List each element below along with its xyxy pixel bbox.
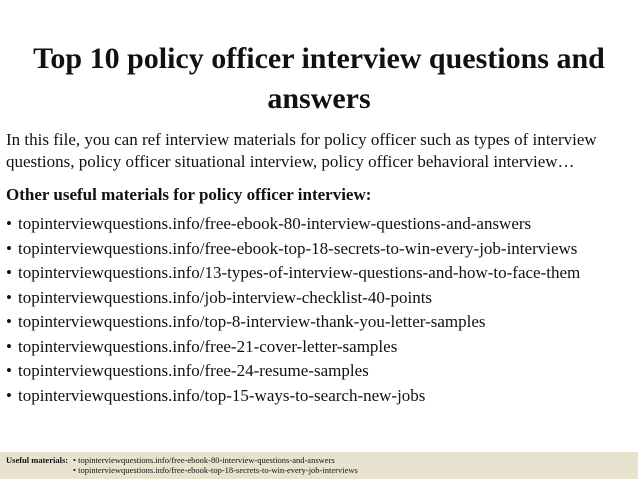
bullet-icon: • [6, 214, 12, 233]
useful-link-item[interactable] [6, 335, 580, 360]
bullet-icon: • [6, 287, 12, 307]
slide-title-line-1: Top 10 policy officer interview questions and [33, 42, 605, 75]
bullet-icon: • [6, 385, 12, 405]
intro-line-1: In this file, you can ref interview materials for policy officer such as types of interview [6, 130, 597, 149]
bullet-icon: • [6, 361, 12, 380]
bullet-icon: • [6, 263, 12, 282]
useful-link-item[interactable] [6, 237, 580, 262]
bullet-icon: • [6, 336, 12, 356]
useful-link-text[interactable]: topinterviewquestions.info/free-ebook-80-interview-questions-and-answers [18, 214, 532, 233]
useful-link-text[interactable]: topinterviewquestions.info/13-types-of-interview-questions-and-how-to-face-them [18, 263, 581, 282]
useful-link-item[interactable] [6, 359, 580, 384]
footer-links-list [73, 455, 358, 475]
slide-title [6, 39, 632, 119]
bullet-icon: • [6, 312, 12, 331]
intro-paragraph [6, 129, 634, 173]
footer-link-item[interactable]: • topinterviewquestions.info/free-ebook-top-18-secrets-to-win-every-job-interviews [73, 465, 358, 475]
useful-link-item[interactable] [6, 286, 580, 311]
useful-link-text[interactable]: topinterviewquestions.info/top-8-interview-thank-you-letter-samples [18, 312, 486, 331]
bullet-icon: • [6, 238, 12, 258]
section-heading: Other useful materials for policy officer interview: [6, 185, 372, 204]
intro-line-2: questions, policy officer situational interview, policy officer behavioral interview… [6, 152, 575, 171]
useful-link-text[interactable]: topinterviewquestions.info/job-interview-checklist-40-points [18, 287, 433, 307]
useful-link-text[interactable]: topinterviewquestions.info/free-21-cover-letter-samples [18, 336, 398, 356]
footer-label: Useful materials: [6, 455, 69, 465]
useful-links-list [6, 212, 580, 408]
useful-link-text[interactable]: topinterviewquestions.info/free-24-resume-samples [18, 361, 369, 380]
footer-link-item[interactable]: • topinterviewquestions.info/free-ebook-80-interview-questions-and-answers [73, 455, 335, 465]
useful-link-item[interactable] [6, 310, 580, 335]
useful-link-item[interactable] [6, 261, 580, 286]
useful-link-text[interactable]: topinterviewquestions.info/top-15-ways-to-search-new-jobs [18, 385, 426, 405]
useful-link-item[interactable] [6, 212, 580, 237]
useful-link-item[interactable] [6, 384, 580, 409]
slide-title-line-2: answers [267, 82, 371, 115]
footer-bar [0, 452, 638, 479]
useful-link-text[interactable]: topinterviewquestions.info/free-ebook-top-18-secrets-to-win-every-job-interviews [18, 238, 578, 258]
